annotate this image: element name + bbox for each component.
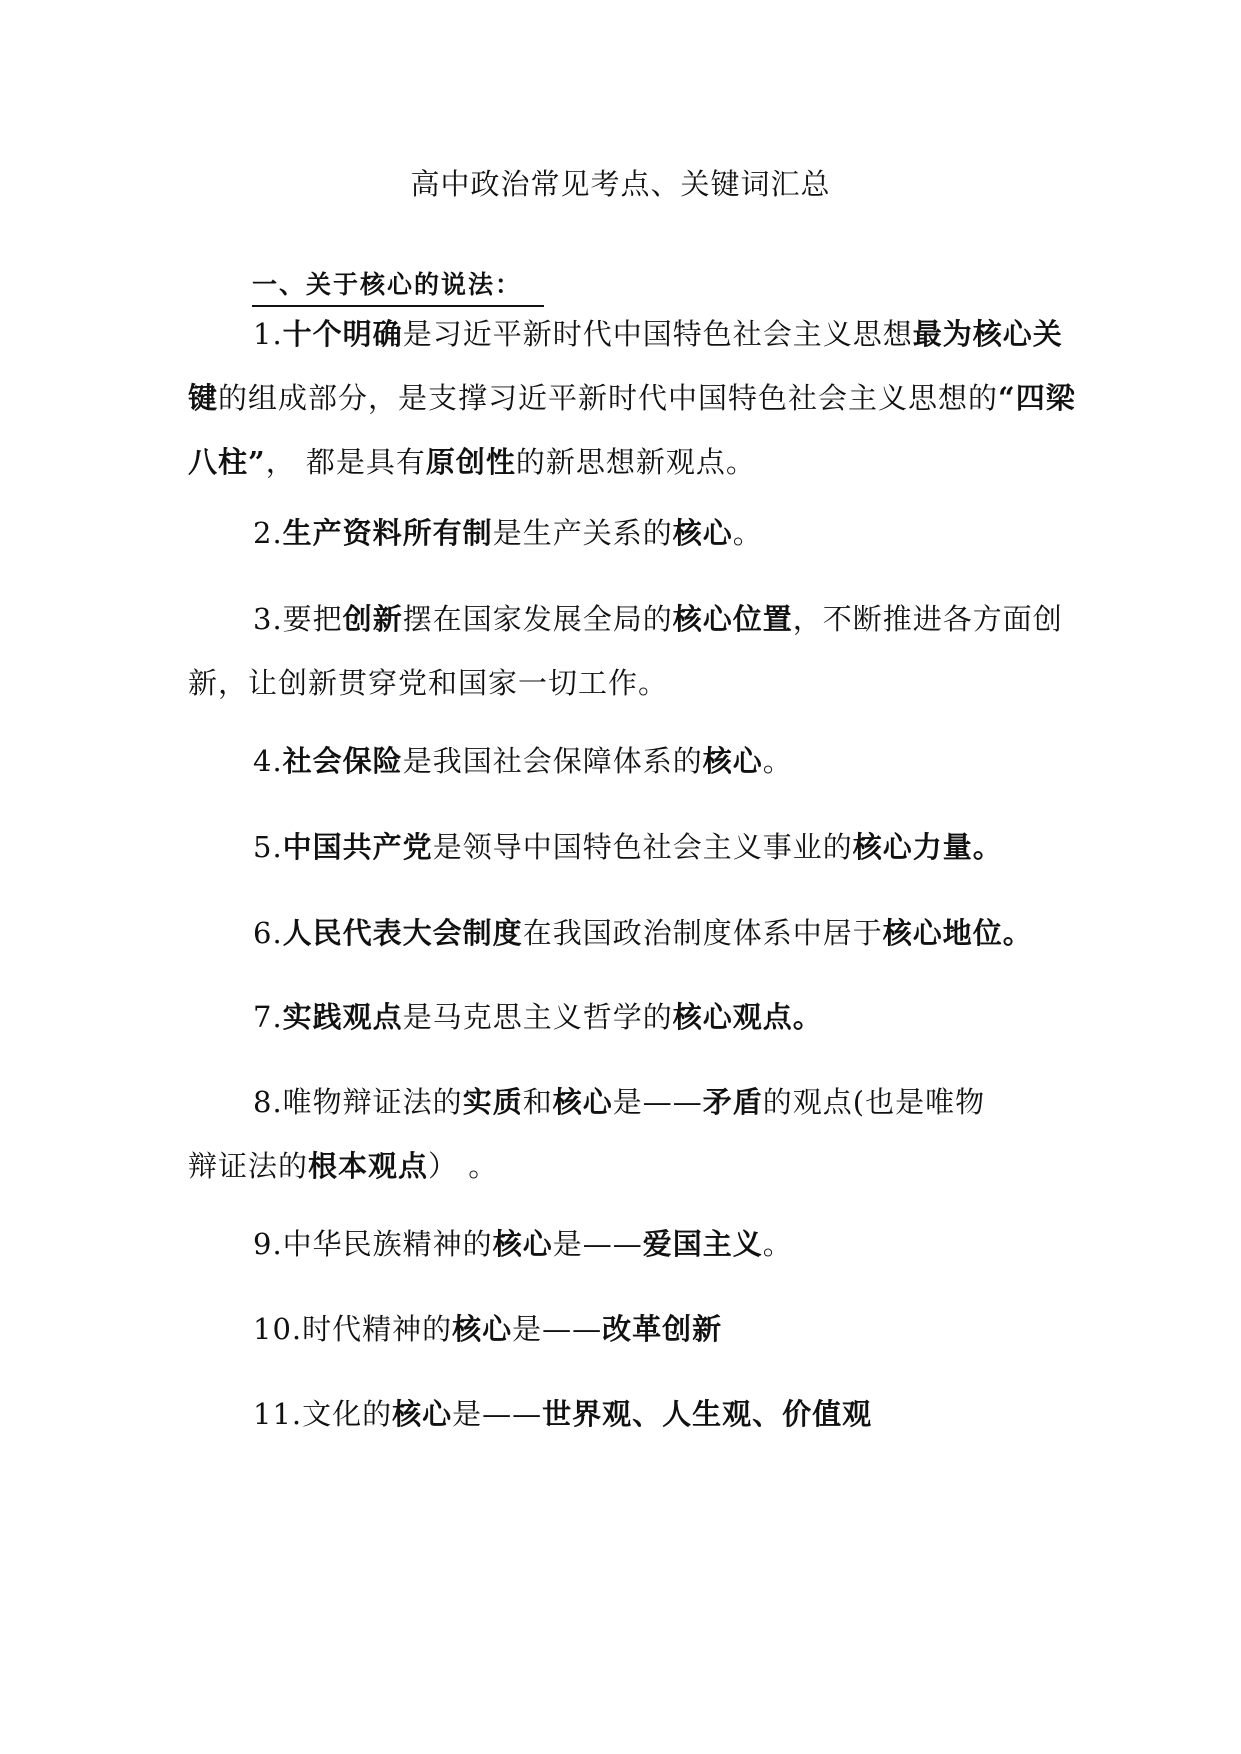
item-line	[188, 729, 1088, 793]
keyword-text: 最为核心关	[912, 317, 1063, 351]
list-item	[188, 901, 1088, 965]
item-line	[188, 1070, 1088, 1134]
item-text: 是领导中国特色社会主义事业的	[432, 830, 853, 864]
keyword-text: 核心	[392, 1397, 453, 1431]
keyword-text: 核心观点。	[672, 1000, 823, 1034]
item-text: 5.	[253, 830, 283, 864]
item-line	[188, 430, 1088, 494]
list-item	[188, 587, 1088, 715]
keyword-text: 创新	[342, 602, 403, 636]
item-text: 在我国政治制度体系中居于	[522, 916, 883, 950]
item-text: 10.	[253, 1312, 303, 1346]
item-text: 。	[732, 516, 763, 550]
item-text: 唯物辩证法的	[282, 1085, 463, 1119]
keyword-text: 核心位置	[672, 602, 793, 636]
item-text: 辩证法的	[188, 1149, 309, 1183]
item-line	[188, 1212, 1088, 1276]
list-item	[188, 815, 1088, 879]
item-text: 要把	[282, 602, 343, 636]
item-text: 的新思想新观点。	[515, 445, 756, 479]
item-line	[188, 1382, 1088, 1446]
item-text: 时代精神的	[302, 1312, 453, 1346]
item-text: 中华民族精神的	[282, 1227, 493, 1261]
item-text: 是——	[452, 1397, 543, 1431]
keyword-text: 根本观点	[308, 1149, 429, 1183]
item-text: 3.	[253, 602, 283, 636]
item-text: 是——	[552, 1227, 643, 1261]
document-title: 高中政治常见考点、关键词汇总	[410, 167, 831, 201]
keyword-text: 键	[188, 381, 219, 415]
item-text: 文化的	[302, 1397, 393, 1431]
item-line	[188, 651, 1088, 715]
keyword-text: 核心	[552, 1085, 613, 1119]
item-text: 。	[762, 744, 793, 778]
item-line	[188, 1297, 1088, 1361]
keyword-text: 核心力量。	[852, 830, 1003, 864]
item-text: 新，让创新贯穿党和国家一切工作。	[188, 666, 669, 700]
keyword-text: 实践观点	[282, 1000, 403, 1034]
item-line	[188, 587, 1088, 651]
item-line	[188, 366, 1088, 430]
section-heading: 一、关于核心的说法：	[252, 265, 544, 307]
keyword-text: “四梁	[998, 381, 1076, 415]
keyword-text: 十个明确	[282, 317, 403, 351]
list-item	[188, 1070, 1088, 1198]
list-item	[188, 729, 1088, 793]
keyword-text: 世界观、人生观、价值观	[542, 1397, 873, 1431]
keyword-text: 核心	[492, 1227, 553, 1261]
list-item	[188, 501, 1088, 565]
list-item	[188, 1382, 1088, 1446]
list-item	[188, 302, 1088, 494]
item-text: 是——	[612, 1085, 703, 1119]
item-line	[188, 501, 1088, 565]
keyword-text: 核心地位。	[882, 916, 1033, 950]
keyword-text: 矛盾	[702, 1085, 763, 1119]
keyword-text: 爱国主义	[642, 1227, 763, 1261]
list-item	[188, 1297, 1088, 1361]
keyword-text: 改革创新	[602, 1312, 723, 1346]
item-text: ， 都是具有	[265, 445, 426, 479]
keyword-text: 中国共产党	[282, 830, 433, 864]
item-line	[188, 302, 1088, 366]
keyword-text: 八柱”	[188, 445, 266, 479]
item-text: 2.	[253, 516, 283, 550]
item-text: 8.	[253, 1085, 283, 1119]
keyword-text: 核心	[672, 516, 733, 550]
item-text: 9.	[253, 1227, 283, 1261]
list-item	[188, 985, 1088, 1049]
item-text: 11.	[253, 1397, 303, 1431]
list-item	[188, 1212, 1088, 1276]
item-line	[188, 901, 1088, 965]
keyword-text: 社会保险	[282, 744, 403, 778]
item-line	[188, 815, 1088, 879]
item-text: 7.	[253, 1000, 283, 1034]
item-text: 是马克思主义哲学的	[402, 1000, 673, 1034]
item-text: ，不断推进各方面创	[792, 602, 1063, 636]
item-text: 6.	[253, 916, 283, 950]
item-line	[188, 985, 1088, 1049]
keyword-text: 实质	[462, 1085, 523, 1119]
item-text: 4.	[253, 744, 283, 778]
item-text: 摆在国家发展全局的	[402, 602, 673, 636]
item-text: 的组成部分，是支撑习近平新时代中国特色社会主义思想的	[218, 381, 999, 415]
item-text: 是——	[512, 1312, 603, 1346]
keyword-text: 原创性	[425, 445, 516, 479]
item-text: 是习近平新时代中国特色社会主义思想	[402, 317, 913, 351]
item-text: 1.	[253, 317, 283, 351]
item-text: 是我国社会保障体系的	[402, 744, 703, 778]
item-text: 。	[762, 1227, 793, 1261]
item-text: 和	[522, 1085, 553, 1119]
item-text: 是生产关系的	[492, 516, 673, 550]
item-text: 的观点(也是唯物	[762, 1085, 986, 1119]
item-text: ） 。	[428, 1149, 499, 1183]
keyword-text: 人民代表大会制度	[282, 916, 523, 950]
keyword-text: 核心	[452, 1312, 513, 1346]
item-line	[188, 1134, 1088, 1198]
keyword-text: 核心	[702, 744, 763, 778]
keyword-text: 生产资料所有制	[282, 516, 493, 550]
